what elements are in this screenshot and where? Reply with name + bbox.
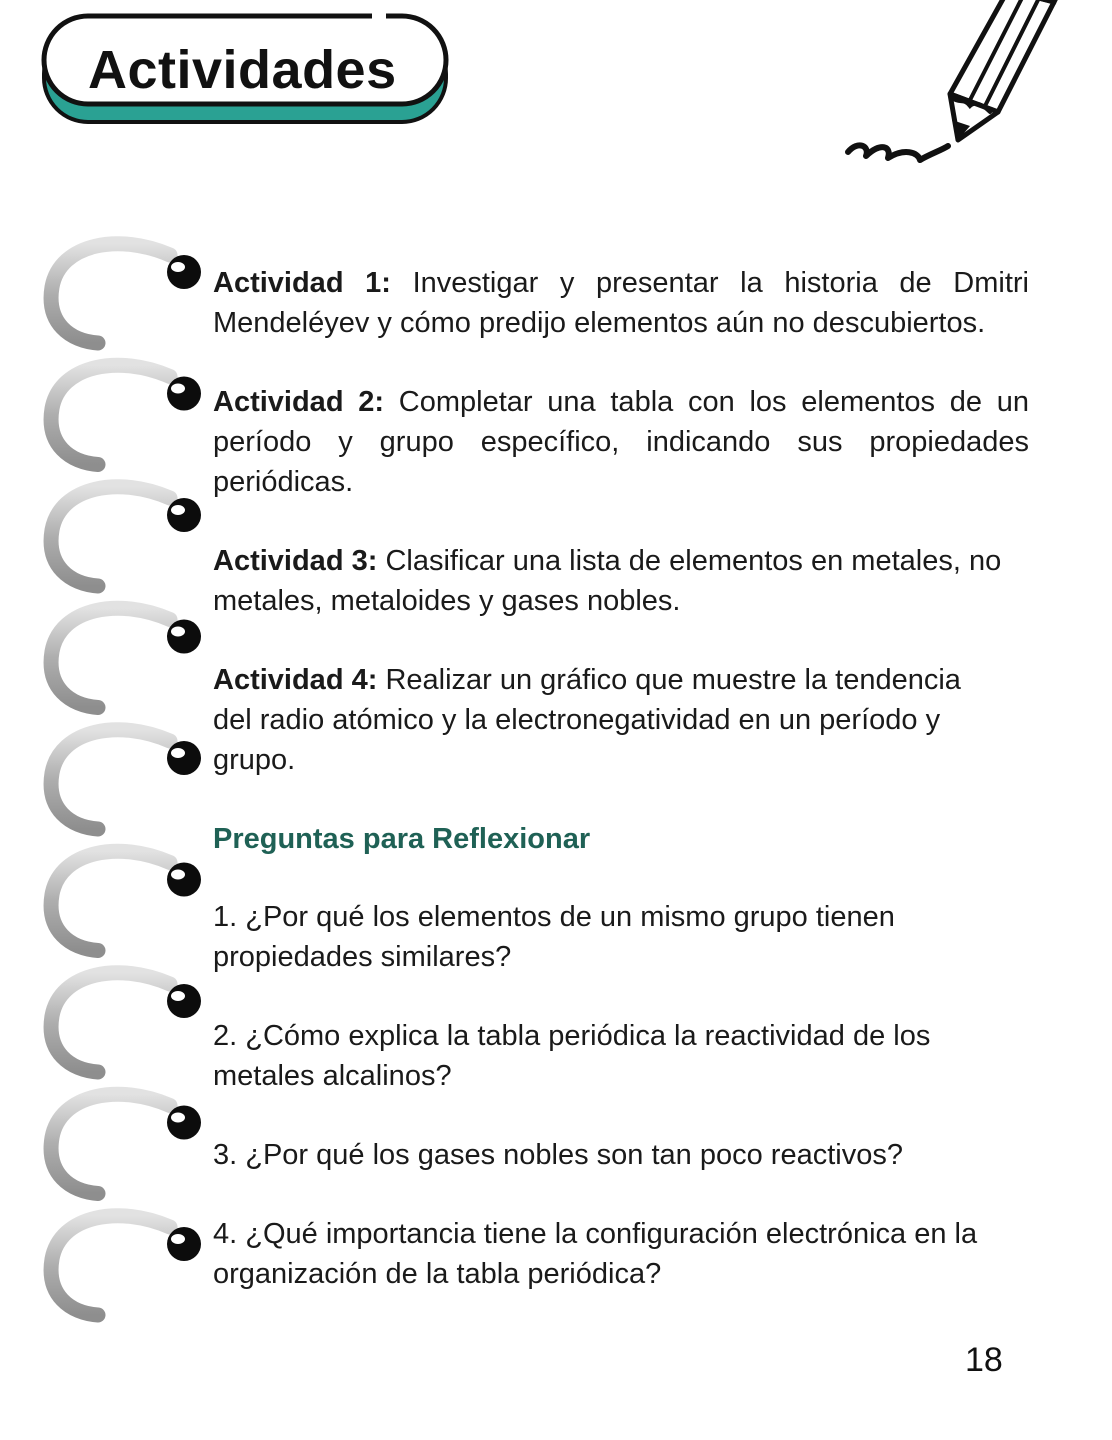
activity-2	[213, 382, 1029, 502]
question-1: 1. ¿Por qué los elementos de un mismo grupo tienen propiedades similares?	[213, 901, 895, 973]
content-area	[213, 263, 1029, 1333]
spiral-ring	[51, 1216, 201, 1315]
activity-1-label: Actividad 1:	[213, 267, 391, 299]
spiral-ring	[51, 487, 201, 586]
activity-4-text: Realizar un gráfico que muestre la tendencia del radio atómico y la electronegatividad en un período y grupo.	[213, 664, 961, 776]
spiral-ring	[51, 730, 201, 829]
page-title: Actividades	[88, 40, 397, 100]
reflection-heading: Preguntas para Reflexionar	[213, 823, 591, 855]
activity-3-text: Clasificar una lista de elementos en metales, no metales, metaloides y gases nobles.	[213, 545, 1002, 617]
spiral-binding	[0, 0, 220, 1440]
activity-2-label: Actividad 2:	[213, 386, 385, 418]
question-3: 3. ¿Por qué los gases nobles son tan poco reactivos?	[213, 1139, 903, 1171]
activity-3	[213, 541, 1003, 621]
activity-4-label: Actividad 4:	[213, 664, 378, 696]
question-4: 4. ¿Qué importancia tiene la configuración electrónica en la organización de la tabla periódica?	[213, 1218, 978, 1290]
spiral-ring	[51, 1094, 201, 1193]
spiral-ring	[51, 851, 201, 950]
spiral-ring	[51, 608, 201, 707]
activity-1	[213, 263, 1029, 343]
question-2: 2. ¿Cómo explica la tabla periódica la reactividad de los metales alcalinos?	[213, 1020, 931, 1092]
pencil-icon	[830, 0, 1070, 180]
spiral-ring	[51, 244, 201, 343]
activity-3-label: Actividad 3:	[213, 545, 378, 577]
activity-1-text: Investigar y presentar la historia de Dmitri Mendeléyev y cómo predijo elementos aún no descubiertos.	[213, 267, 1030, 339]
activity-4	[213, 660, 1003, 780]
page-number: 18	[965, 1341, 1003, 1379]
activity-2-text: Completar una tabla con los elementos de un período y grupo específico, indicando sus propiedades periódicas.	[213, 386, 1030, 498]
spiral-ring	[51, 973, 201, 1072]
spiral-ring	[51, 365, 201, 464]
